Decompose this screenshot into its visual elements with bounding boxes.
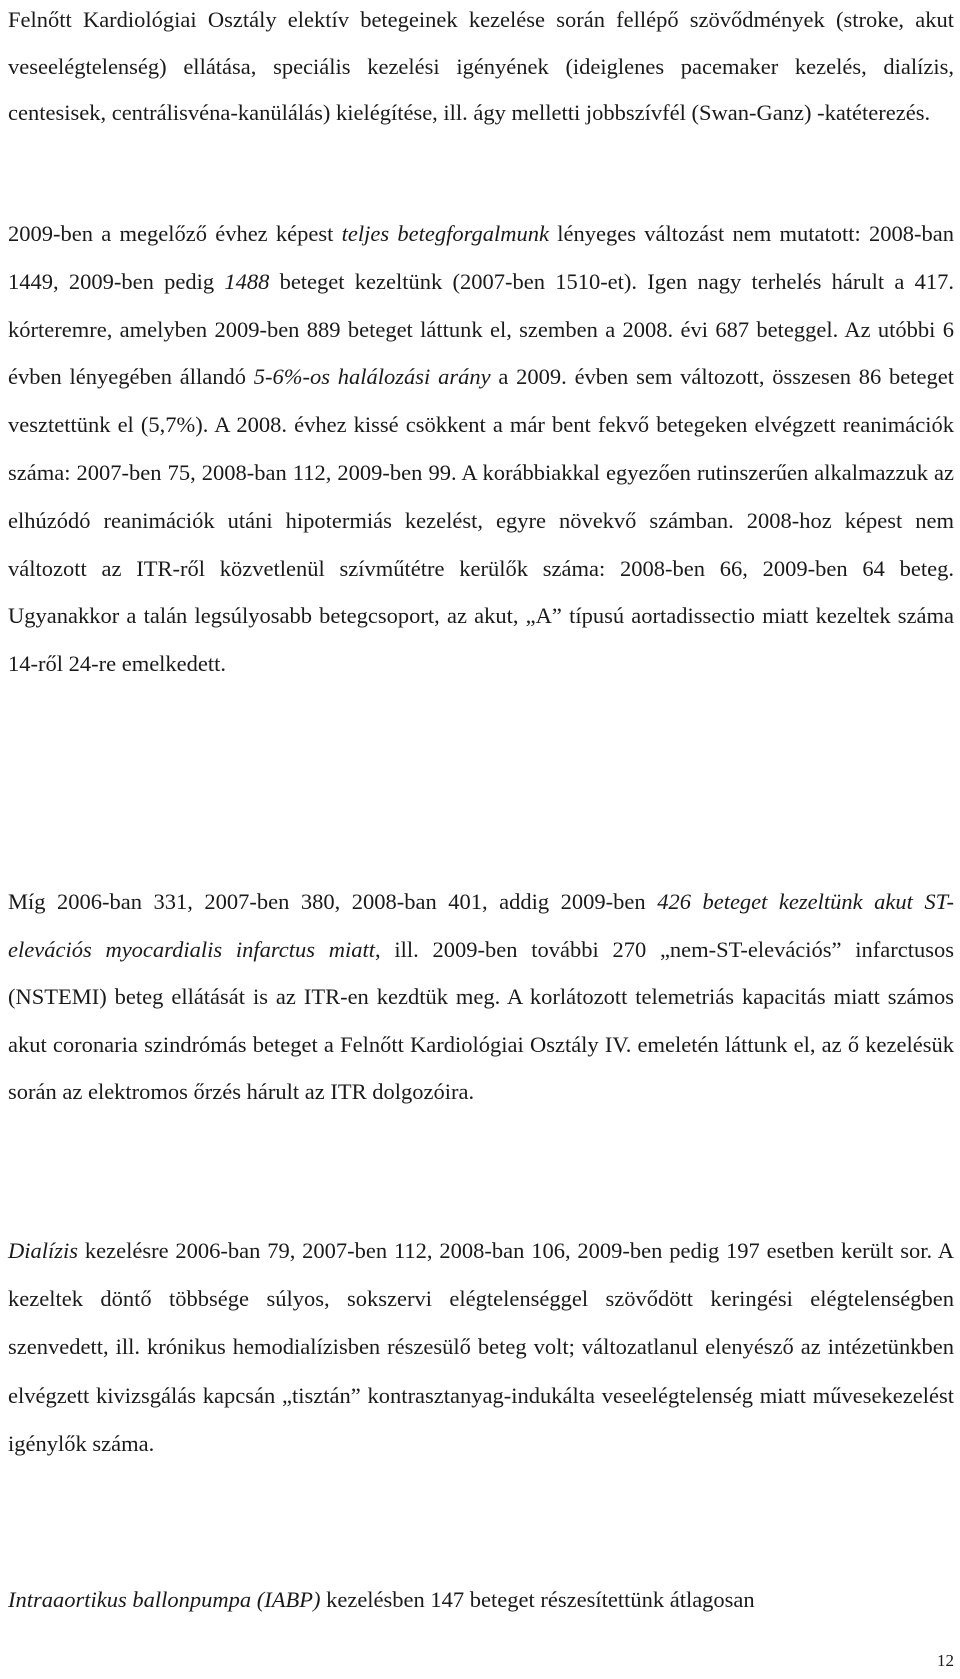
paragraph-3-text-1: Míg 2006-ban 331, 2007-ben 380, 2008-ban 401, addig 2009-ben bbox=[8, 889, 658, 914]
paragraph-2-text-4: a 2009. évben sem változott, összesen 86 beteget vesztettünk el (5,7%). A 2008. évhez kissé csökkent a már bent fekvő betegeken elvégzett reanimációk száma: 2007-ben 75, 2008-ban 112, 2009-ben 99. A korábbiakkal egyezően rutinszerűen alkalmazzuk az elhúzódó reanimációk utáni hipotermiás kezelést, egyre növekvő számban. 2008-hoz képest nem változott az ITR-ről közvetlenül szívműtétre kerülők száma: 2008-ben 66, 2009-ben 64 beteg. Ugyanakkor a talán legsúlyosabb betegcsoport, az akut, „A” típusú aortadissectio miatt kezeltek száma 14-ről 24-re emelkedett. bbox=[8, 364, 955, 677]
paragraph-2-text-3: beteget kezeltünk (2007-ben 1510-et). Igen nagy terhelés hárult a 417. kórteremre, amelyben 2009-ben 889 beteget láttunk el, szemben a 2008. évi 687 beteggel. Az utóbbi 6 évben lényegében állandó bbox=[8, 268, 955, 390]
page-number: 12 bbox=[937, 1651, 954, 1670]
paragraph-2-text-2: lényeges változást nem mutatott: 2008-ban 1449, 2009-ben pedig bbox=[8, 221, 954, 294]
paragraph-2 bbox=[8, 210, 954, 688]
paragraph-1 bbox=[8, 0, 954, 137]
paragraph-4-text-1: kezelésre 2006-ban 79, 2007-ben 112, 2008-ban 106, 2009-ben pedig 197 esetben került sor. A kezeltek döntő többsége súlyos, sokszervi elégtelenséggel szövődött keringési elégtelenségben szenvedett, ill. krónikus hemodialízisben részesülő beteg volt; változatlanul elenyésző az intézetünkben elvégzett kivizsgálás kapcsán „tisztán” kontrasztanyag-indukálta veseelégtelenség miatt művesekezelést igénylők száma. bbox=[8, 1238, 954, 1456]
paragraph-5-emphasis-1: Intraaortikus ballonpumpa (IABP) bbox=[8, 1587, 321, 1612]
paragraph-3-text-2: , ill. 2009-ben további 270 „nem-ST-elevációs” infarctusos (NSTEMI) beteg ellátását is az ITR-en kezdtük meg. A korlátozott telemetriás kapacitás miatt számos akut coronaria szindrómás beteget a Felnőtt Kardiológiai Osztály IV. emeletén láttunk el, az ő kezelésük során az elektromos őrzés hárult az ITR dolgozóira. bbox=[8, 936, 955, 1104]
paragraph-2-emphasis-3: 5-6%-os halálozási arány bbox=[253, 364, 491, 390]
paragraph-1-text: Felnőtt Kardiológiai Osztály elektív betegeinek kezelése során fellépő szövődmények (stroke, akut veseelégtelenség) ellátása, speciális kezelési igényének (ideiglenes pacemaker kezelés, dialízis, centesisek, centrálisvéna-kanülálás) kielégítése, ill. ágy melletti jobbszívfél (Swan-Ganz) -katéterezés. bbox=[8, 7, 954, 125]
paragraph-4 bbox=[8, 1227, 954, 1468]
paragraph-2-emphasis-2: 1488 bbox=[224, 268, 270, 294]
paragraph-3-emphasis-1: 426 beteget kezeltünk akut ST-elevációs myocardialis infarctus miatt bbox=[8, 889, 954, 962]
paragraph-5 bbox=[8, 1576, 954, 1624]
paragraph-2-emphasis-1: teljes betegforgalmunk bbox=[341, 221, 550, 246]
paragraph-4-emphasis-1: Dialízis bbox=[8, 1238, 79, 1263]
paragraph-5-text-1: kezelésben 147 beteget részesítettünk átlagosan bbox=[320, 1587, 755, 1612]
paragraph-2-text-1: 2009-ben a megelőző évhez képest bbox=[8, 221, 342, 246]
paragraph-3 bbox=[8, 878, 954, 1116]
